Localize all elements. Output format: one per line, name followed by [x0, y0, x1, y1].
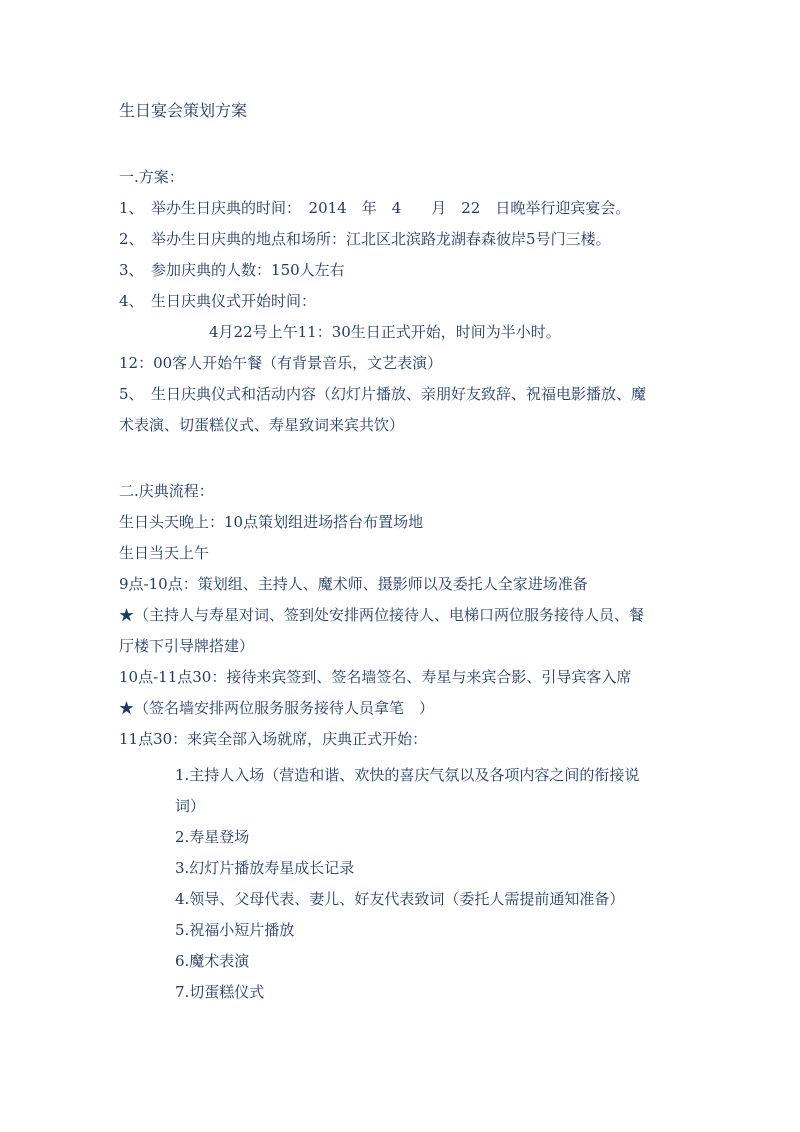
- document-title: 生日宴会策划方案: [119, 101, 248, 120]
- program-item-1-cont: 词）: [175, 797, 206, 815]
- flow-line-note-2: ★（签名墙安排两位服务服务接待人员拿笔 ）: [119, 699, 435, 717]
- section-2-heading: 二.庆典流程：: [119, 482, 214, 500]
- plan-line-4: 4、 生日庆典仪式开始时间：: [119, 292, 317, 310]
- plan-line-1: 1、 举办生日庆典的时间： 2014 年 4 月 22 日晚举行迎宾宴会。: [119, 199, 631, 217]
- plan-line-5: 5、 生日庆典仪式和活动内容（幻灯片播放、亲朋好友致辞、祝福电影播放、魔: [119, 385, 647, 403]
- section-1-heading: 一.方案：: [119, 168, 184, 186]
- program-item-6: 6.魔术表演: [175, 952, 250, 970]
- flow-line-9-10: 9点-10点：策划组、主持人、魔术师、摄影师以及委托人全家进场准备: [119, 575, 588, 593]
- program-item-4: 4.领导、父母代表、妻儿、好友代表致词（委托人需提前通知准备）: [175, 890, 625, 908]
- flow-line-10-1130: 10点-11点30：接待来宾签到、签名墙签名、寿星与来宾合影、引导宾客入席: [119, 668, 632, 686]
- flow-line-morning: 生日当天上午: [119, 544, 210, 562]
- program-item-5: 5.祝福小短片播放: [175, 921, 295, 939]
- program-item-7: 7.切蛋糕仪式: [175, 983, 265, 1001]
- flow-line-note-1: ★（主持人与寿星对词、签到处安排两位接待人、电梯口两位服务接待人员、餐: [119, 606, 645, 624]
- plan-line-3: 3、 参加庆典的人数：150人左右: [119, 261, 345, 279]
- plan-line-start-time: 4月22号上午11：30生日正式开始，时间为半小时。: [209, 323, 561, 341]
- plan-line-lunch: 12：00客人开始午餐（有背景音乐，文艺表演）: [119, 354, 443, 372]
- flow-line-1130: 11点30：来宾全部入场就席，庆典正式开始：: [119, 730, 428, 748]
- program-item-3: 3.幻灯片播放寿星成长记录: [175, 859, 355, 877]
- flow-line-note-1-cont: 厅楼下引导牌搭建）: [119, 637, 255, 655]
- plan-line-5-cont: 术表演、切蛋糕仪式、寿星致词来宾共饮）: [119, 416, 405, 434]
- program-item-1: 1.主持人入场（营造和谐、欢快的喜庆气氛以及各项内容之间的衔接说: [175, 766, 640, 784]
- flow-line-eve: 生日头天晚上：10点策划组进场搭台布置场地: [119, 513, 424, 531]
- plan-line-2: 2、 举办生日庆典的地点和场所：江北区北滨路龙湖春森彼岸5号门三楼。: [119, 230, 611, 248]
- program-item-2: 2.寿星登场: [175, 828, 250, 846]
